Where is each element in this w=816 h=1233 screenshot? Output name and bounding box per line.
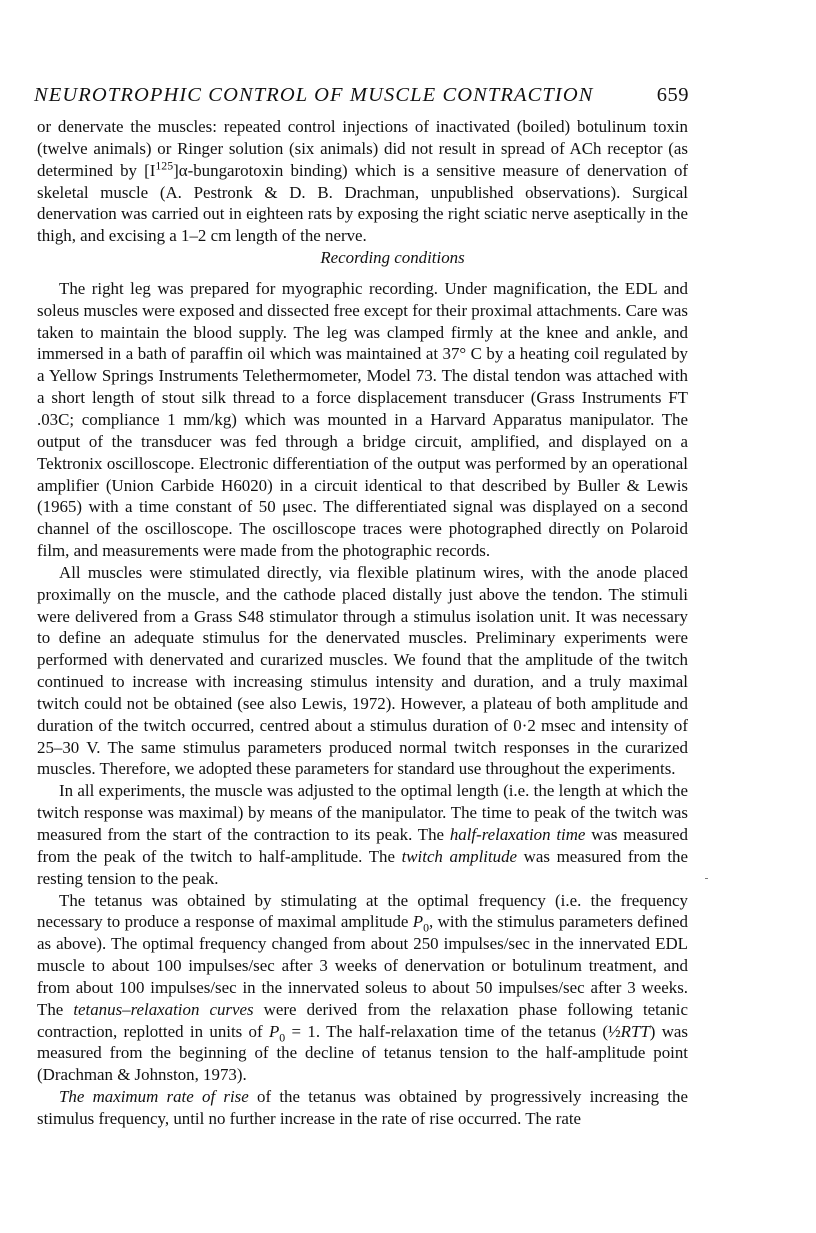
- paragraph-twitch-measures: In all experiments, the muscle was adjusted to the optimal length (i.e. the length at which the twitch response was maximal) by means of the manipulator. The time to peak of the twitch was measured from the start of the contraction to its peak. The half-relaxation time was measured from the peak of the twitch to half-amplitude. The twitch amplitude was measured from the resting tension to the peak.: [37, 781, 688, 888]
- running-header: [34, 84, 689, 107]
- paragraph-denervation-controls: or denervate the muscles: repeated control injections of inactivated (boiled) botulinum toxin (twelve animals) or Ringer solution (six animals) did not result in spread of ACh receptor (as determined by $[I^{125}]\alpha$-bungarotoxin binding) which is a sensitive measure of denervation of skeletal muscle (A. Pestronk & D. B. Drachman, unpublished observations). Surgical denervation was carried out in eighteen rats by exposing the right sciatic nerve aseptically in the thigh, and excising a 1–2 cm length of the nerve.: [37, 117, 689, 246]
- margin-mark: [705, 878, 708, 879]
- paragraph-rate-of-rise: The maximum rate of rise of the tetanus was obtained by progressively increasing the stimulus frequency, until no further increase in the rate of rise occurred. The rate: [37, 1087, 688, 1128]
- paragraph-recording-setup: The right leg was prepared for myographic recording. Under magnification, the EDL and soleus muscles were exposed and dissected free except for their proximal attachments. Care was taken to maintain the blood supply. The leg was clamped firmly at the knee and ankle, and immersed in a bath of paraffin oil which was maintained at 37° C by a heating coil regulated by a Yellow Springs Instruments Telethermometer, Model 73. The distal tendon was attached with a short length of stout silk thread to a force displacement transducer (Grass Instruments FT .03C; compliance 1 mm/kg) which was mounted in a Harvard Apparatus manipulator. The output of the transducer was fed through a bridge circuit, amplified, and displayed on a Tektronix oscilloscope. Electronic differentiation of the output was performed by an operational amplifier (Union Carbide H6020) in a circuit identical to that described by Buller & Lewis (1965) with a time constant of 50 μsec. The differentiated signal was displayed on a second channel of the oscilloscope. The oscilloscope traces were photographed directly on Polaroid film, and measurements were made from the photographic records.: [37, 278, 688, 561]
- section-heading: Recording conditions: [320, 248, 465, 268]
- running-title: NEUROTROPHIC CONTROL OF MUSCLE CONTRACTION: [34, 84, 594, 106]
- page-number: 659: [656, 84, 689, 106]
- paragraph-tetanus: The tetanus was obtained by stimulating at the optimal frequency (i.e. the frequency necessary to produce a response of maximal amplitude $P_0$, with the stimulus parameters defined as above). The optimal frequency changed from about 250 impulses/sec in the innervated EDL muscle to about 100 impulses/sec after 3 weeks of denervation or botulinum treatment, and from about 100 impulses/sec in the innervated soleus to about 50 impulses/sec after 3 weeks. The tetanus–relaxation curves were derived from the relaxation phase following tetanic contraction, replotted in units of $P_0 = 1$. The half-relaxation time of the tetanus (½RTT) was measured from the beginning of the decline of tetanus tension to the half-amplitude point (Drachman & Johnston, 1973).: [37, 890, 688, 1085]
- article-body: [37, 116, 688, 1130]
- paragraph-stimulation: All muscles were stimulated directly, via flexible platinum wires, with the anode placed proximally on the muscle, and the cathode placed distally just above the tendon. The stimuli were delivered from a Grass S48 stimulator through a stimulus isolation unit. It was necessary to define an adequate stimulus for the denervated muscles. Preliminary experiments were performed with denervated and curarized muscles. We found that the amplitude of the twitch continued to increase with increasing stimulus intensity and duration, and a truly maximal twitch could not be obtained (see also Lewis, 1972). However, a plateau of both amplitude and duration of the twitch occurred, centred about a stimulus duration of 0·2 msec and intensity of 25–30 V. The same stimulus parameters produced normal twitch responses in the curarized muscles. Therefore, we adopted these parameters for standard use throughout the experiments.: [37, 562, 688, 779]
